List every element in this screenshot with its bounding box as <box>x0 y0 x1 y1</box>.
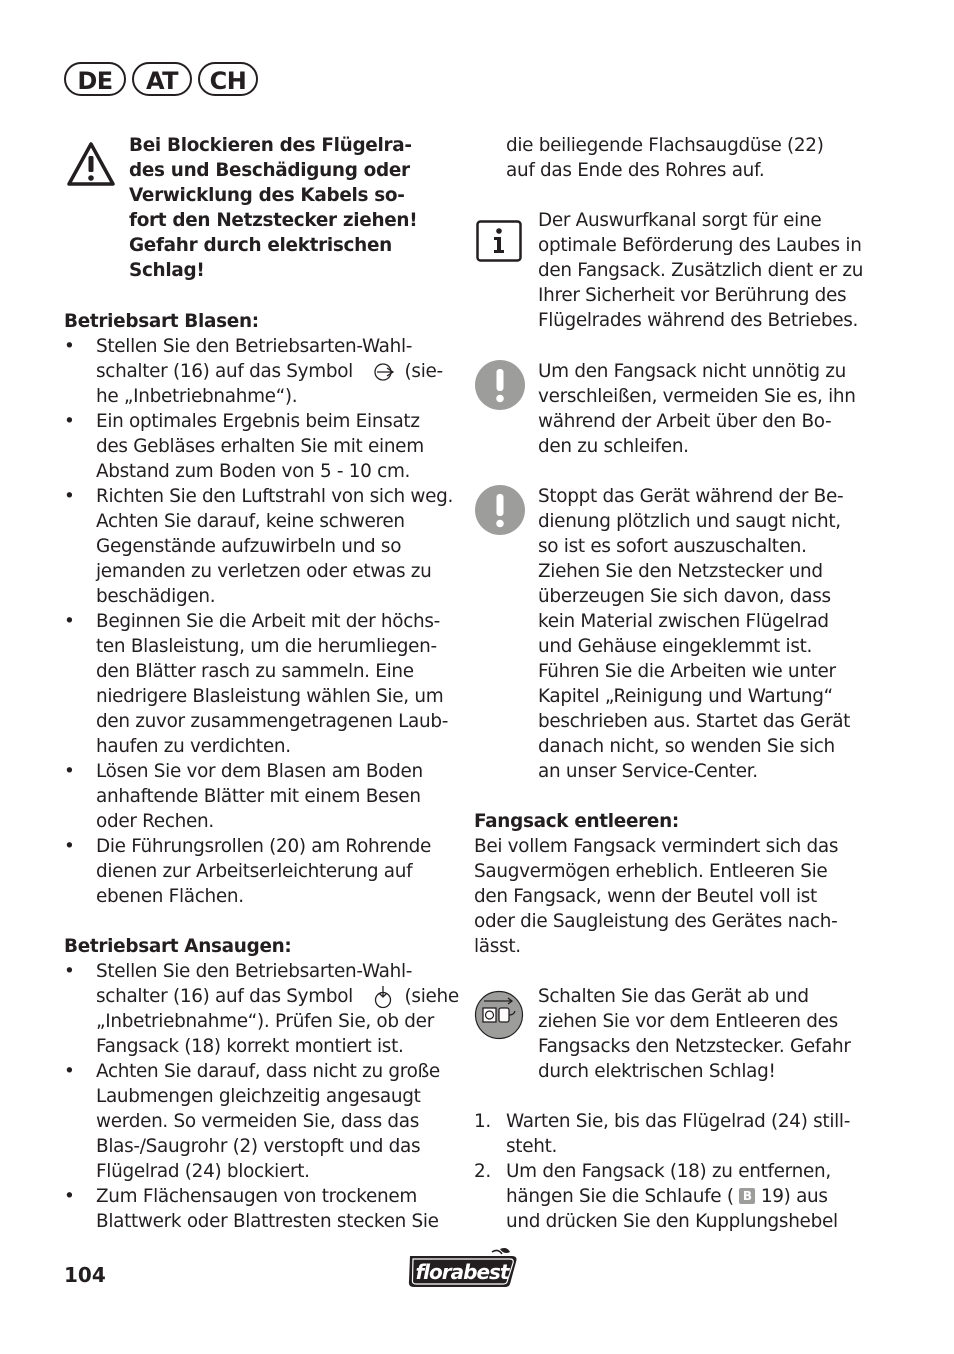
list-item: • Ein optimales Ergebnis beim Einsatz des Gebläses erhalten Sie mit einem Abstand zum Boden von 5 - 10 cm. <box>64 411 424 482</box>
figure-b-badge: B <box>739 1188 755 1204</box>
caution-exclamation-icon <box>475 485 525 535</box>
unplug-note-text: Schalten Sie das Gerät ab und ziehen Sie vor dem Entleeren des Fangsacks den Netzstecker. Gefahr durch elektrischen Schlag! <box>538 986 851 1082</box>
country-de: DE <box>64 62 126 96</box>
country-at: AT <box>132 62 192 96</box>
heading-ansaugen: Betriebsart Ansaugen: <box>64 936 292 957</box>
brand-logo <box>406 1246 520 1294</box>
list-item: • Beginnen Sie die Arbeit mit der höchs- ten Blasleistung, um die herumliegen- den Blätter rasch zu sammeln. Eine niedrigere Blasleistung wählen Sie, um den zuvor zusammengetragenen Laub- haufen zu verdichten. <box>64 611 449 757</box>
list-item: • Stellen Sie den Betriebsarten-Wahl- schalter (16) auf das Symbol (siehe „Inbetriebnahme“). Prüfen Sie, ob der Fangsack (18) korrekt montiert ist. <box>64 961 459 1057</box>
right-continuation-text: die beiliegende Flachsaugdüse (22) auf das Ende des Rohres auf. <box>506 135 824 181</box>
caution-note-2: Stoppt das Gerät während der Be- dienung plötzlich und saugt nicht, so ist es sofort auszuschalten. Ziehen Sie den Netzstecker und überzeugen Sie sich davon, dass kein Material zwischen Flügelrad und Gehäuse eingeklemmt ist. Führen Sie die Arbeiten wie unter Kapitel „Reinigung und Wartung“ beschrieben aus. Startet das Gerät danach nicht, so wenden Sie sich an unser Service-Center. <box>538 486 851 782</box>
heading-fangsack: Fangsack entleeren: <box>474 811 679 832</box>
list-item: • Lösen Sie vor dem Blasen am Boden anhaftende Blätter mit einem Besen oder Rechen. <box>64 761 423 832</box>
florabest-logo-icon <box>406 1246 520 1290</box>
list-item: • Richten Sie den Luftstrahl von sich weg. Achten Sie darauf, keine schweren Gegenstände aufzuwirbeln und so jemanden zu verletzen oder etwas zu beschädigen. <box>64 486 454 607</box>
list-item: • Achten Sie darauf, dass nicht zu große Laubmengen gleichzeitig angesaugt werden. So vermeiden Sie, dass das Blas-/Saugrohr (2) verstopft und das Flügelrad (24) blockiert. <box>64 1061 440 1182</box>
warning-triangle-icon <box>66 141 116 187</box>
caution-exclamation-icon <box>475 360 525 410</box>
fangsack-text: Bei vollem Fangsack vermindert sich das Saugvermögen erheblich. Entleeren Sie den Fangsack, wenn der Beutel voll ist oder die Saugleistung des Gerätes nach- lässt. <box>474 836 839 957</box>
country-ch: CH <box>198 62 258 96</box>
info-icon <box>476 220 522 262</box>
svg-text:florabest: florabest <box>415 1260 509 1284</box>
list-item: • Zum Flächensaugen von trockenem Blattwerk oder Blattresten stecken Sie <box>64 1186 439 1232</box>
page-number: 104 <box>64 1263 106 1287</box>
warning-text: Bei Blockieren des Flügelra- des und Beschädigung oder Verwicklung des Kabels so- fort den Netzstecker ziehen! Gefahr durch elektrischen Schlag! <box>129 135 418 281</box>
suction-symbol-icon <box>373 985 393 1009</box>
list-item: 1. Warten Sie, bis das Flügelrad (24) still- steht. <box>474 1111 851 1157</box>
unplug-icon <box>474 990 524 1040</box>
country-badges <box>64 62 258 96</box>
list-item: 2. Um den Fangsack (18) zu entfernen, hängen Sie die Schlaufe ( B 19) aus und drücken Sie den Kupplungshebel <box>474 1161 838 1232</box>
heading-blasen: Betriebsart Blasen: <box>64 311 259 332</box>
list-item: • Die Führungsrollen (20) am Rohrende dienen zur Arbeitserleichterung auf ebenen Flächen. <box>64 836 431 907</box>
list-item: • Stellen Sie den Betriebsarten-Wahl- schalter (16) auf das Symbol (sie- he „Inbetriebnahme“). <box>64 336 443 407</box>
blow-symbol-icon <box>373 362 399 382</box>
caution-note-1: Um den Fangsack nicht unnötig zu verschleißen, vermeiden Sie es, ihn während der Arbeit über den Bo- den zu schleifen. <box>538 361 856 457</box>
info-note-text: Der Auswurfkanal sorgt für eine optimale Beförderung des Laubes in den Fangsack. Zusätzlich dient er zu Ihrer Sicherheit vor Berührung des Flügelrades während des Betriebes. <box>538 210 864 331</box>
